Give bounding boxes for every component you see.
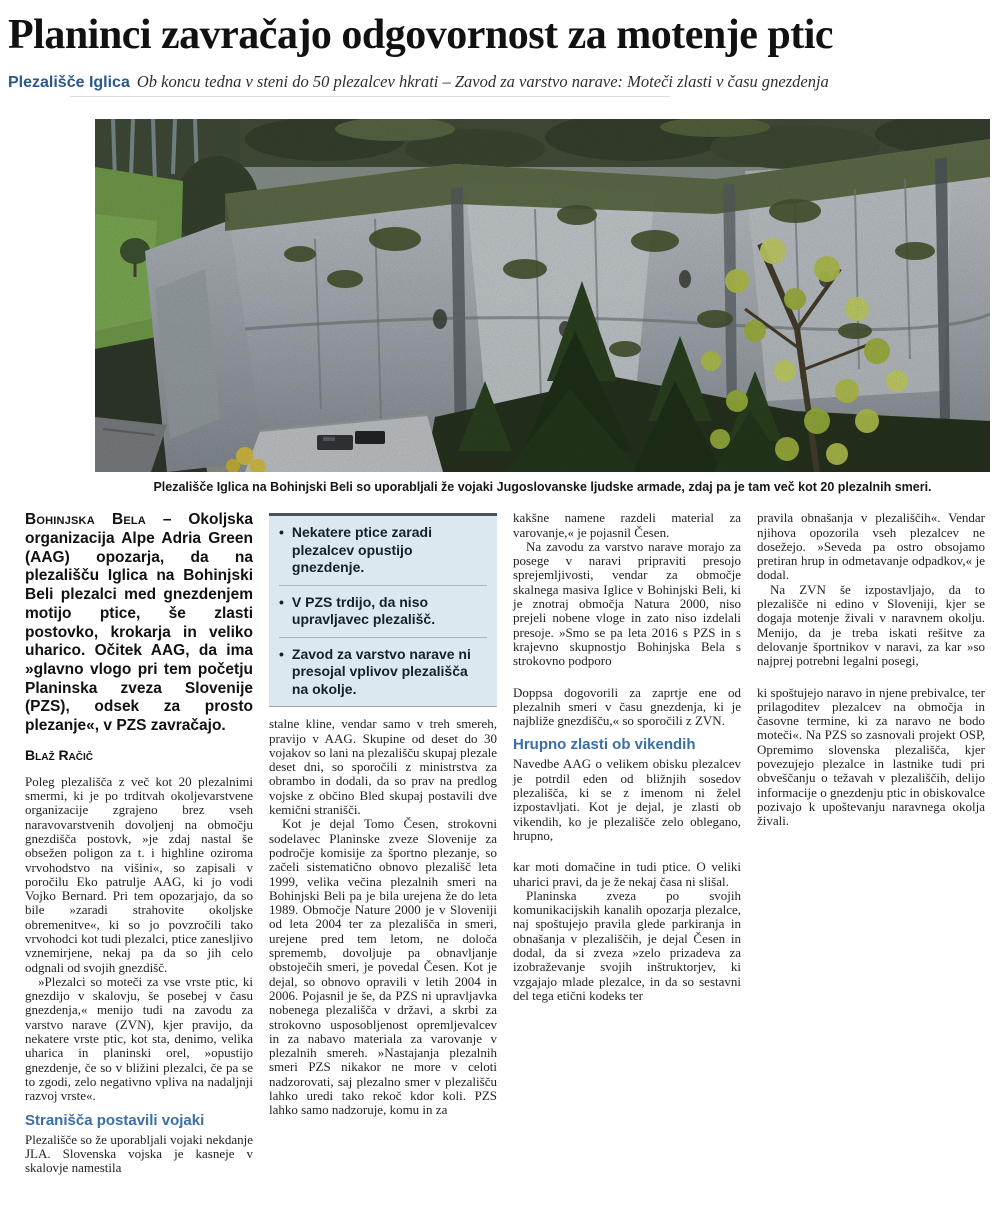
- kicker-rule: [70, 96, 670, 97]
- paragraph-col3-5: kar moti domačine in tudi ptice. O veliki uharici pravi, da je že nekaj časa ni slišal.: [513, 859, 741, 889]
- highlights-box: [269, 513, 497, 707]
- article-body: [25, 511, 985, 1175]
- headline: Planinci zavračajo odgovornost za motenje ptic: [8, 12, 834, 58]
- paragraph-col1-1: Poleg plezališča z več kot 20 plezalnimi smermi, ki je po trditvah okoljevarstvene organizacije zgrajeno brez vseh naravovarstvenih dovoljenj na območju gnezdišča postovk, »je zdaj nastal še obsežen poligon za t. i highline oziroma vrvohodstvo na višini«, so zapisali v poročilu Eko patrulje AAG, ki jo vodi Vojko Bernard. Pri tem opozarjajo, da so bile »zaradi strahovite okoljske obremenitve«, ki so jo povzročili tako vrvohodci kot tudi plezalci, ptice zanesljivo vznemirjene, nekaj pa da so jih celo odgnali od svojih gnezdišč.: [25, 773, 253, 975]
- paragraph-col3-2: Na zavodu za varstvo narave morajo za posege v naravi pripraviti presojo sprejemljivosti, vendar za območje skalnega masiva Iglice v Bohinjski Beli, ki je znotraj območja Natura 2000, niso prejeli nobene vloge in zato niso izdelali presoje. »Smo se pa leta 2016 s PZS in s krajevno skupnostjo Bohinjska Bela s strokovno podporo: [513, 538, 741, 669]
- cliff-photo-illustration: [95, 119, 990, 472]
- paragraph-col3-3: Doppsa dogovorili za zaprtje ene od plezalnih smeri v času gnezdenja, ki je najbliže gnezdišču,« so sporočili z ZVN.: [513, 684, 741, 729]
- highlight-text: V PZS trdijo, da niso upravljavec plezališč.: [291, 593, 436, 628]
- byline: Blaž Račič: [25, 746, 93, 763]
- column-3: [513, 511, 741, 1175]
- paragraph-col2-2: Kot je dejal Tomo Česen, strokovni sodelavec Planinske zveze Slovenije za področje komisije za športno plezanje, so začeli sistematično obnovo plezališč leta 1999, velika večina plezalnih smeri na Bohinjski Beli pa je bila urejena že do leta 1989. Območje Nature 2000 je v Sloveniji od leta 2004 ter za plezališča in smeri, urejene pred tem letom, ne določa sprememb, dovoljuje pa obnavljanje obstoječih smeri, je povedal Česen. Kot je dejal, so obnovo opravili v letih 2004 in 2006. Pojasnil je še, da PZS ni upravljavka nobenega plezališča v državi, a skrbi za strokovno usposobljenost opremljevalcev in za nabavo materiala za varovanje v plezalnih smereh. »Nastajanja plezalnih smeri PZS nikakor ne more v celoti nadzorovati, saj plezalno smer v plezališču lahko uredi tako rekoč kdor koli. PZS lahko samo nadzoruje, komu in za: [269, 816, 497, 1118]
- highlight-text: Nekatere ptice zaradi plezalcev opustijo gnezdenje.: [291, 524, 432, 576]
- highlight-text: Zavod za varstvo narave ni presojal vplivov plezališča na okolje.: [291, 645, 471, 697]
- bullet-icon: •: [279, 645, 284, 662]
- dateline: Bohinjska Bela: [25, 511, 146, 529]
- bullet-icon: •: [279, 593, 284, 610]
- highlight-item: [279, 516, 487, 586]
- intro-text: – Okoljska organizacija Alpe Adria Green (AAG) opozarja, da na plezališču Iglica na Bohinjski Beli plezalci med gnezdenjem motijo ptice, še zlasti postovko, krokarja in veliko uharico. Očitek AAG, da ima »glavno vlogo pri tem početju Planinska zveza Slovenije (PZS), odsek za prosto plezanje«, v PZS zavračajo.: [25, 511, 253, 735]
- paragraph-col2-1: stalne kline, vendar samo v treh smereh, pravijo v AAG. Skupine od deset do 30 vojakov so lani na plezališču skupaj plezale deset dni, so sporočili z ministrstva za obrambo in dodali, da so prav na predlog vojske z občino Bled skupaj postavili dve kemični stranišči.: [269, 716, 497, 818]
- kicker: [8, 72, 985, 97]
- kicker-label: Plezališče Iglica: [8, 74, 130, 92]
- kicker-text: Ob koncu tedna v steni do 50 plezalcev hkrati – Zavod za varstvo narave: Moteči zlasti v času gnezdenja: [136, 72, 829, 92]
- intro-paragraph: [25, 511, 253, 735]
- paragraph-col4-1: pravila obnašanja v plezališčih«. Vendar njihova opozorila vseh plezalcev ne dosežejo. »Seveda pa ostro obsojamo pretiran hrup in odmetavanje odpadkov,« je dodal.: [757, 510, 985, 583]
- highlight-item: [279, 586, 487, 638]
- paragraph-col3-6: Planinska zveza po svojih komunikacijskih kanalih opozarja plezalce, naj spoštujejo pravila glede parkiranja in obnašanja v plezališčih, je dejal Česen in dodal, da si zveza »zelo prizadeva za izobraževanje svojih inštruktorjev, ki vzgajajo mlade plezalce, in da so sestavni del tega etični kodeks ter: [513, 887, 741, 1003]
- paragraph-col4-2: Na ZVN še izpostavljajo, da to plezališče ni edino v Sloveniji, kjer se dogaja motenje živali v naravnem okolju. Menijo, da je treba iskati rešitve za delovanje športnikov v naravi, za kar »so najprej potrebni legalni posegi,: [757, 581, 985, 669]
- column-2: [269, 511, 497, 1175]
- paragraph-col1-2: »Plezalci so moteči za vse vrste ptic, ki gnezdijo v skalovju, še posebej v času gnezdenja,« menijo tudi na zavodu za varstvo narave (ZVN), kjer pravijo, da nekatere vrste ptic, kot sta, denimo, velika uharica in planinski orel, »opustijo gnezdenje, če so v bližini plezalci, če pa se to zgodi, zelo negativno vpliva na nadaljnji razvoj vrste«.: [25, 973, 253, 1104]
- highlight-item: [279, 638, 487, 707]
- photo-grain-overlay: [95, 119, 990, 472]
- subhead-toilets: Stranišča postavili vojaki: [25, 1111, 205, 1129]
- column-4: [757, 511, 985, 1175]
- article-photo: [95, 119, 990, 495]
- paragraph-col4-3: ki spoštujejo naravo in njene prebivalce, ter prilagoditev plezalcev na območja in časovne termine, ki za naravo ne bodo moteči«. Na PZS so zasnovali projekt OSP, Opremimo slovenska plezališča, kjer povezujejo plezalce in lastnike tudi pri obveščanju o težavah v plezališčih, delijo informacije o gnezdenju ptic in obiskovalce pozivajo k upoštevanju naravnega okolja živali.: [757, 684, 985, 829]
- paragraph-col3-4: Navedbe AAG o velikem obisku plezalcev je potrdil eden od bližnjih sosedov plezališča, ki se z imenom ni želel izpostavljati. Kot je dejal, je zlasti ob vikendih, ko je plezališče zelo oblegano, hrupno,: [513, 756, 741, 843]
- subhead-weekends: Hrupno zlasti ob vikendih: [513, 736, 696, 754]
- bullet-icon: •: [279, 524, 284, 541]
- paragraph-col3-1: kakšne namene razdeli material za varovanje,« je pojasnil Česen.: [513, 510, 741, 540]
- column-1: [25, 511, 253, 1175]
- photo-caption: Plezališče Iglica na Bohinjski Beli so uporabljali že vojaki Jugoslovanske ljudske armade, zdaj pa je tam več kot 20 plezalnih smeri.: [153, 480, 932, 495]
- paragraph-col1-3: Plezališče so že uporabljali vojaki nekdanje JLA. Slovenska vojska je kasneje v skalovje namestila: [25, 1131, 253, 1176]
